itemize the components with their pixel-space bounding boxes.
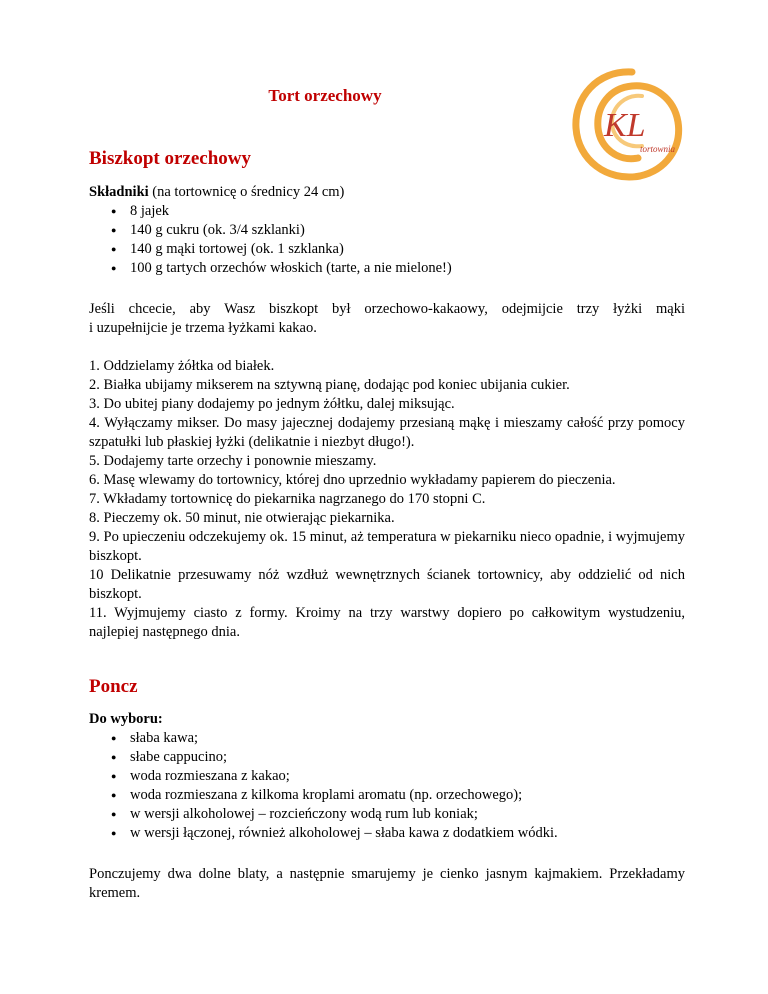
poncz-options-block (89, 710, 685, 843)
choice-label: Do wyboru: (89, 711, 163, 727)
cocoa-note-line2: i uzupełnijcie je trzema łyżkami kakao. (89, 320, 317, 336)
steps-list (89, 357, 685, 642)
step-item: 7. Wkładamy tortownicę do piekarnika nagrzanego do 170 stopni C. (89, 491, 486, 507)
step-item: 3. Do ubitej piany dodajemy po jednym żółtku, dalej miksując. (89, 396, 455, 412)
step-item: 6. Masę wlewamy do tortownicy, której dno uprzednio wykładamy papierem do pieczenia. (89, 472, 616, 488)
closing-paragraph: Ponczujemy dwa dolne blaty, a następnie smarujemy je cienko jasnym kajmakiem. Przekładamy kremem. (89, 866, 685, 901)
kl-tortownia-logo (562, 60, 692, 190)
step-item: 4. Wyłączamy mikser. Do masy jajecznej dodajemy przesianą mąkę i mieszamy całość przy pomocy szpatułki lub płaskiej łyżki (delikatnie i niezbyt długo!). (89, 415, 685, 450)
ingredients-note: (na tortownicę o średnicy 24 cm) (148, 184, 345, 200)
logo-script-text: tortownia (640, 144, 676, 154)
list-item: ● woda rozmieszana z kilkoma kroplami aromatu (np. orzechowego); (89, 786, 685, 805)
cocoa-note (89, 300, 685, 338)
step-item: 2. Białka ubijamy mikserem na sztywną pianę, dodając pod koniec ubijania cukier. (89, 377, 570, 393)
step-item: 1. Oddzielamy żółtka od białek. (89, 358, 275, 374)
section-heading-poncz: Poncz (89, 676, 138, 697)
list-item: ● woda rozmieszana z kakao; (89, 767, 685, 786)
list-item: ● słaba kawa; (89, 729, 685, 748)
list-item: ● 140 g cukru (ok. 3/4 szklanki) (89, 221, 685, 240)
document-title: Tort orzechowy (268, 86, 382, 105)
list-item: ● w wersji łączonej, również alkoholowej – słaba kawa z dodatkiem wódki. (89, 824, 685, 843)
cocoa-note-line1: Jeśli chcecie, aby Wasz biszkopt był orzechowo-kakaowy, odejmijcie trzy łyżki mąki (89, 301, 685, 317)
poncz-options-list (89, 729, 685, 843)
list-item: ● 100 g tartych orzechów włoskich (tarte, a nie mielone!) (89, 259, 685, 278)
step-item: 5. Dodajemy tarte orzechy i ponownie mieszamy. (89, 453, 377, 469)
poncz-closing (89, 865, 685, 903)
step-item: 10 Delikatnie przesuwamy nóż wzdłuż wewnętrznych ścianek tortownicy, aby oddzielić od nich biszkopt. (89, 567, 685, 602)
section-heading-biszkopt: Biszkopt orzechowy (89, 148, 252, 169)
list-item: ● 8 jajek (89, 202, 685, 221)
list-item: ● w wersji alkoholowej – rozcieńczony wodą rum lub koniak; (89, 805, 685, 824)
logo-monogram: KL (604, 107, 646, 144)
ingredients-intro (89, 183, 685, 202)
list-item: ● 140 g mąki tortowej (ok. 1 szklanka) (89, 240, 685, 259)
ingredients-label: Składniki (89, 184, 149, 200)
ingredients-block (89, 183, 685, 278)
list-item: ● słabe cappucino; (89, 748, 685, 767)
step-item: 9. Po upieczeniu odczekujemy ok. 15 minut, aż temperatura w piekarniku nieco opadnie, i wyjmujemy biszkopt. (89, 529, 685, 564)
step-item: 8. Pieczemy ok. 50 minut, nie otwierając piekarnika. (89, 510, 395, 526)
step-item: 11. Wyjmujemy ciasto z formy. Kroimy na trzy warstwy dopiero po całkowitym wystudzeniu, najlepiej następnego dnia. (89, 605, 685, 640)
ingredients-list (89, 202, 685, 278)
